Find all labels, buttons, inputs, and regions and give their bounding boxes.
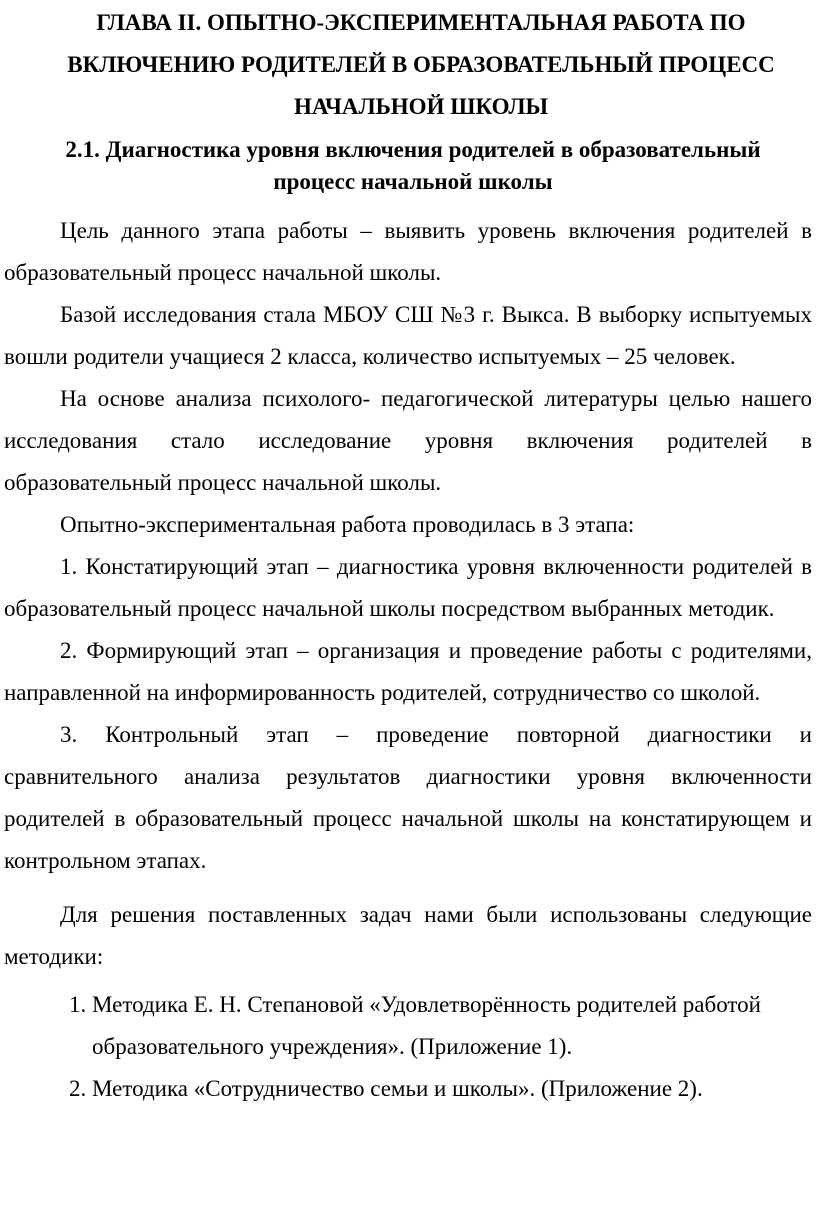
paragraph-base: Базой исследования стала МБОУ СШ №3 г. Выкса. В выборку испытуемых вошли родители учащиеся 2 класса, количество испытуемых – 25 человек.	[4, 302, 812, 369]
methods-list	[4, 984, 812, 1110]
paragraph-goal: Цель данного этапа работы – выявить уровень включения родителей в образовательный процесс начальной школы.	[4, 218, 812, 285]
paragraph-methods-intro: Для решения поставленных задач нами были использованы следующие методики:	[4, 902, 812, 969]
paragraph-stage-3: 3. Контрольный этап – проведение повторной диагностики и сравнительного анализа результатов диагностики уровня включенности родителей в образовательный процесс начальной школы на констатирующем и контрольном этапах.	[4, 722, 812, 873]
list-item-method-2: 2. Методика «Сотрудничество семьи и школы». (Приложение 2).	[92, 1068, 812, 1110]
paragraph-stage-1: 1. Констатирующий этап – диагностика уровня включенности родителей в образовательный процесс начальной школы посредством выбранных методик.	[4, 554, 812, 621]
paragraph-analysis: На основе анализа психолого- педагогической литературы целью нашего исследования стало исследование уровня включения родителей в образовательный процесс начальной школы.	[4, 386, 812, 495]
list-item-method-1: 1. Методика Е. Н. Степановой «Удовлетворённость родителей работой образовательного учреждения». (Приложение 1).	[92, 984, 812, 1068]
paragraph-stages-intro: Опытно-экспериментальная работа проводилась в 3 этапа:	[60, 512, 635, 537]
chapter-title: ГЛАВА II. ОПЫТНО-ЭКСПЕРИМЕНТАЛЬНАЯ РАБОТА ПО ВКЛЮЧЕНИЮ РОДИТЕЛЕЙ В ОБРАЗОВАТЕЛЬНЫЙ ПРОЦЕСС НАЧАЛЬНОЙ ШКОЛЫ	[67, 10, 775, 119]
section-title: 2.1. Диагностика уровня включения родителей в образовательный процесс начальной школы	[65, 137, 761, 194]
document-page	[4, 0, 812, 1110]
paragraph-stage-2: 2. Формирующий этап – организация и проведение работы с родителями, направленной на информированность родителей, сотрудничество со школой.	[4, 638, 812, 705]
